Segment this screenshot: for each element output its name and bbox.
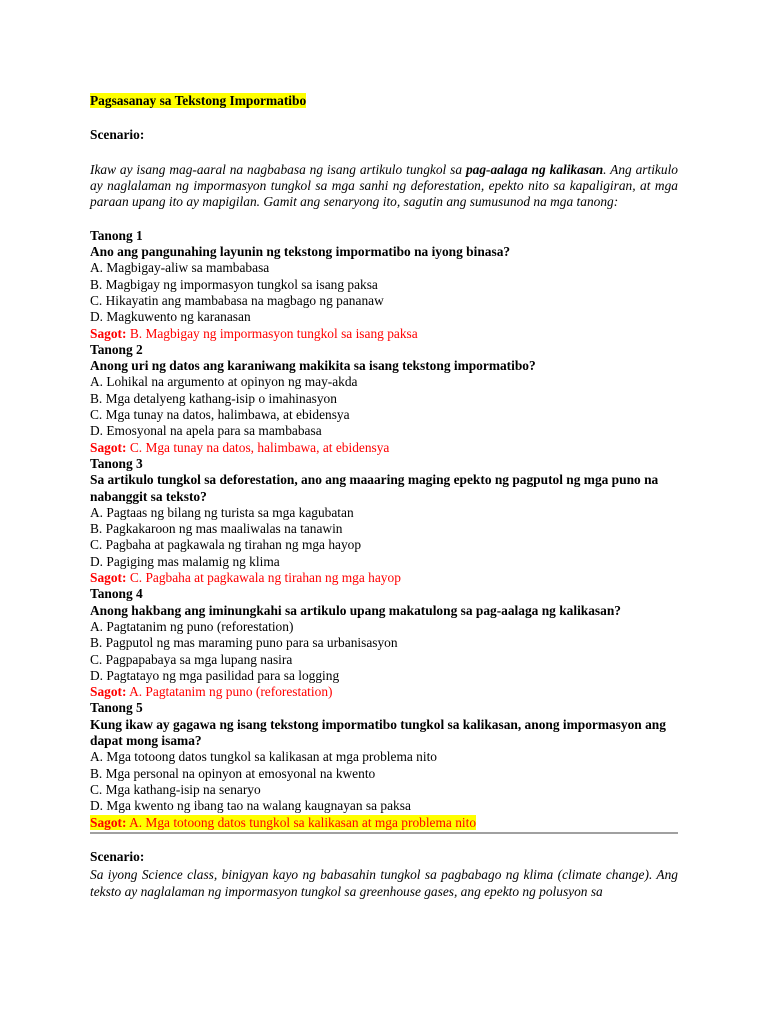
- answer-label: Sagot:: [90, 684, 127, 700]
- answer-label: Sagot:: [90, 325, 127, 341]
- title-line: [90, 93, 678, 109]
- question-block: [90, 228, 678, 342]
- option-c: C. Pagpapabaya sa mga lupang nasira: [90, 651, 293, 667]
- intro-text-after: . Ang artikulo ay naglalaman ng impormasyon tungkol sa mga sanhi ng deforestation, epekto nito sa kapaligiran, at mga paraan upang ito ay mapigilan. Gamit ang senaryong ito, sagutin ang sumusunod na mga tanong:: [90, 161, 678, 210]
- option-d: D. Mga kwento ng ibang tao na walang kaugnayan sa paksa: [90, 798, 411, 814]
- question-number: Tanong 2: [90, 341, 143, 357]
- question-number: Tanong 5: [90, 700, 143, 716]
- answer-text: C. Mga tunay na datos, halimbawa, at ebidensya: [129, 439, 390, 455]
- question-text: Ano ang pangunahing layunin ng tekstong impormatibo na iyong binasa?: [90, 244, 511, 260]
- option-c: C. Pagbaha at pagkawala ng tirahan ng mga hayop: [90, 537, 362, 553]
- answer-line: [90, 570, 678, 586]
- option-a: A. Pagtatanim ng puno (reforestation): [90, 618, 294, 634]
- option-b: B. Pagputol ng mas maraming puno para sa urbanisasyon: [90, 635, 398, 651]
- answer-label: Sagot:: [90, 814, 127, 830]
- option-a: A. Mga totoong datos tungkol sa kalikasan at mga problema nito: [90, 749, 437, 765]
- option-a: A. Pagtaas ng bilang ng turista sa mga kagubatan: [90, 504, 354, 520]
- answer-line: [90, 815, 678, 831]
- answer-text: A. Pagtatanim ng puno (reforestation): [129, 684, 333, 700]
- scenario2-text: Sa iyong Science class, binigyan kayo ng babasahin tungkol sa pagbabago ng klima (climate change). Ang teksto ay naglalaman ng impormasyon tungkol sa greenhouse gases, ang epekto ng polusyon sa: [90, 867, 678, 900]
- intro-text-bold: pag-aalaga ng kalikasan: [465, 161, 604, 177]
- intro-text-before: Ikaw ay isang mag-aaral na nagbabasa ng isang artikulo tungkol sa: [90, 161, 466, 177]
- questions-list: [90, 228, 678, 831]
- document-title: Pagsasanay sa Tekstong Impormatibo: [90, 93, 307, 108]
- question-block: [90, 342, 678, 456]
- option-d: D. Magkuwento ng karanasan: [90, 309, 251, 325]
- question-number: Tanong 1: [90, 227, 143, 243]
- answer-text: B. Magbigay ng impormasyon tungkol sa isang paksa: [129, 325, 418, 341]
- question-number: Tanong 4: [90, 586, 143, 602]
- answer-line: [90, 326, 678, 342]
- answer-text: C. Pagbaha at pagkawala ng tirahan ng mga hayop: [129, 570, 401, 586]
- option-c: C. Mga kathang-isip na senaryo: [90, 781, 261, 797]
- answer-line: [90, 684, 678, 700]
- option-b: B. Mga detalyeng kathang-isip o imahinasyon: [90, 390, 337, 406]
- question-text: Sa artikulo tungkol sa deforestation, ano ang maaaring maging epekto ng pagputol ng mga puno na nabanggit sa teksto?: [90, 472, 659, 504]
- answer-line: [90, 440, 678, 456]
- option-d: D. Pagtatayo ng mga pasilidad para sa logging: [90, 667, 340, 683]
- scenario2-label: Scenario:: [90, 848, 145, 864]
- question-block: [90, 700, 678, 830]
- scenario-label: Scenario:: [90, 127, 145, 143]
- question-text: Anong uri ng datos ang karaniwang makikita sa isang tekstong impormatibo?: [90, 358, 536, 374]
- answer-text: A. Mga totoong datos tungkol sa kalikasan at mga problema nito: [129, 814, 477, 830]
- option-d: D. Pagiging mas malamig ng klima: [90, 553, 280, 569]
- question-number: Tanong 3: [90, 455, 143, 471]
- option-c: C. Hikayatin ang mambabasa na magbago ng pananaw: [90, 293, 384, 308]
- option-a: A. Magbigay-aliw sa mambabasa: [90, 260, 270, 276]
- question-text: Kung ikaw ay gagawa ng isang tekstong impormatibo tungkol sa kalikasan, anong impormasyon ang dapat mong isama?: [90, 716, 666, 749]
- answer-label: Sagot:: [90, 570, 127, 586]
- option-d: D. Emosyonal na apela para sa mambabasa: [90, 423, 322, 439]
- answer-label: Sagot:: [90, 439, 127, 455]
- option-b: B. Mga personal na opinyon at emosyonal na kwento: [90, 765, 376, 781]
- option-b: B. Pagkakaroon ng mas maaliwalas na tanawin: [90, 521, 343, 537]
- question-text: Anong hakbang ang iminungkahi sa artikulo upang makatulong sa pag-aalaga ng kalikasan?: [90, 602, 621, 618]
- option-c: C. Mga tunay na datos, halimbawa, at ebidensya: [90, 407, 350, 423]
- section-divider: [90, 832, 678, 834]
- scenario2-block: [90, 849, 678, 900]
- document-content: [90, 93, 678, 900]
- scenario-intro: [90, 162, 678, 211]
- option-a: A. Lohikal na argumento at opinyon ng may-akda: [90, 374, 358, 390]
- question-block: [90, 586, 678, 700]
- question-block: [90, 456, 678, 586]
- option-b: B. Magbigay ng impormasyon tungkol sa isang paksa: [90, 276, 378, 292]
